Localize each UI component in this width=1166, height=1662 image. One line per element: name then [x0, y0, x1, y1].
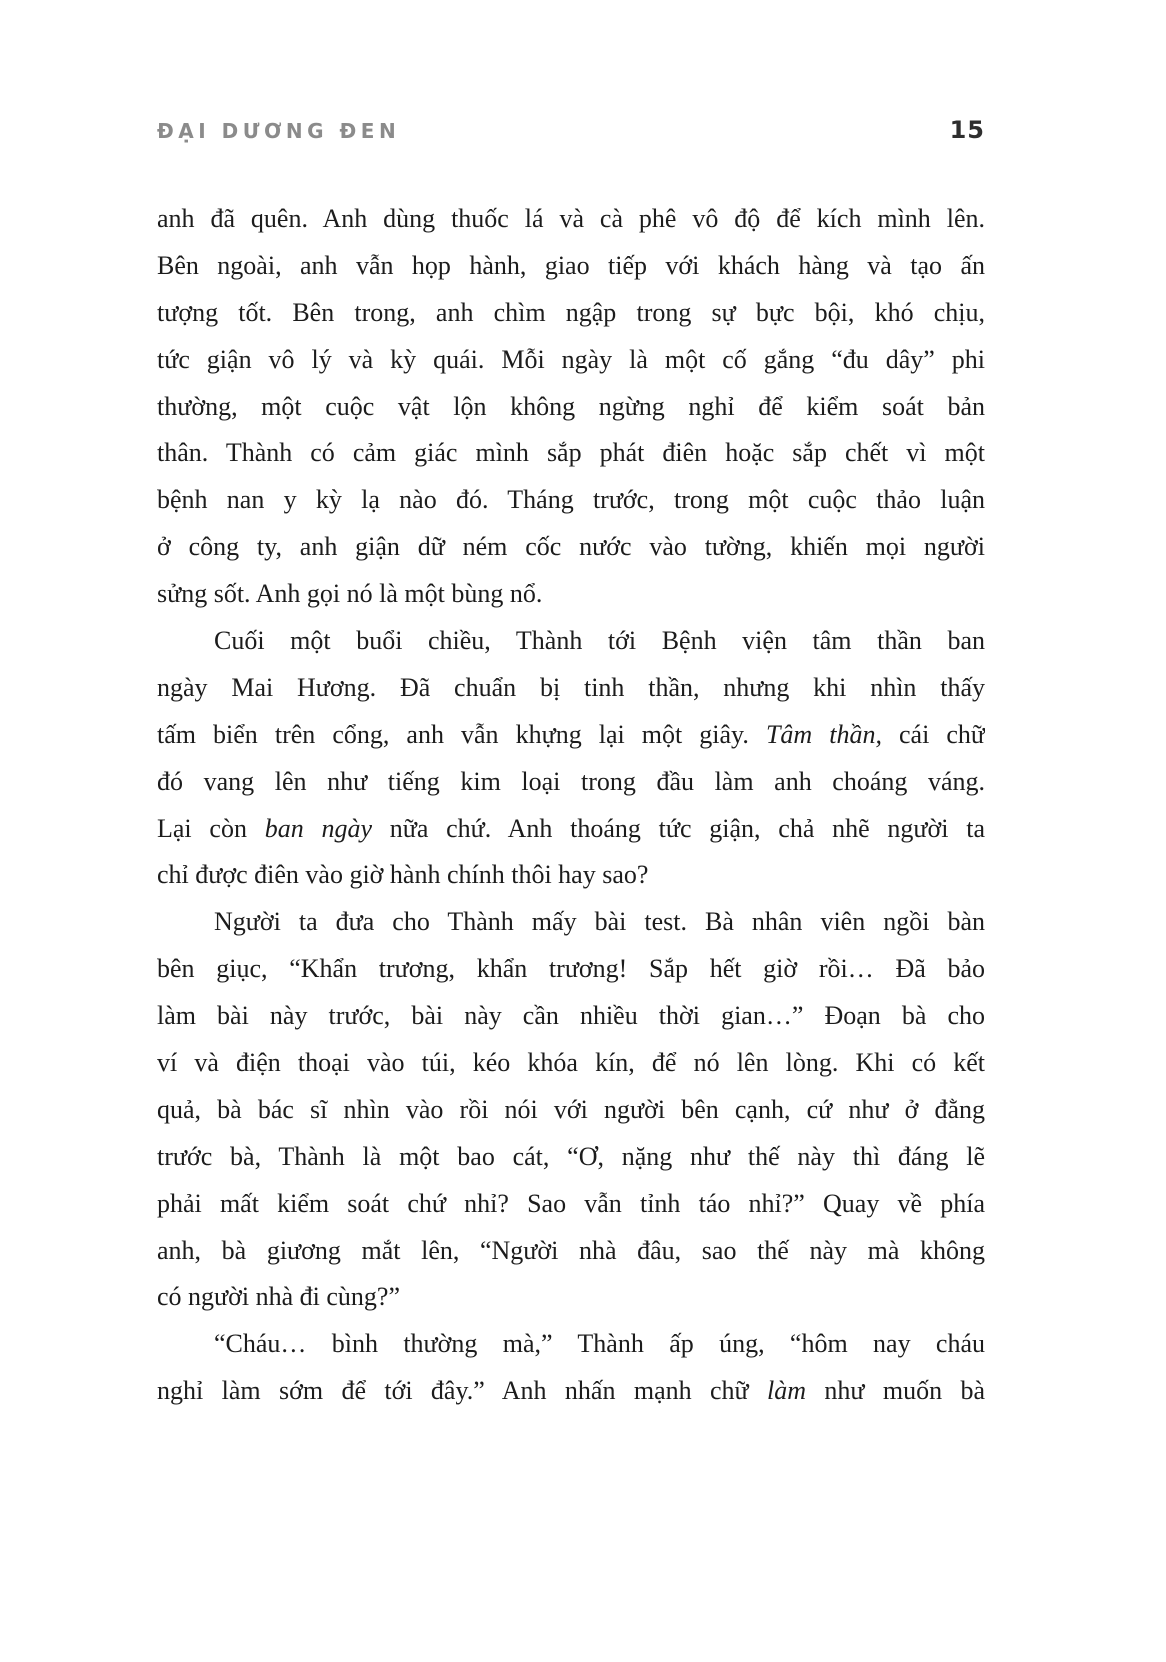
text-line: quả, bà bác sĩ nhìn vào rồi nói với người bên cạnh, cứ như ở đằng — [157, 1094, 985, 1124]
text-line: ở công ty, anh giận dữ ném cốc nước vào tường, khiến mọi người — [157, 532, 985, 562]
text-line: đó vang lên như tiếng kim loại trong đầu làm anh choáng váng. — [157, 766, 985, 796]
text-line: nghỉ làm sớm để tới đây.” Anh nhấn mạnh chữ làm như muốn bà — [157, 1376, 985, 1406]
paragraph — [157, 1321, 985, 1415]
text-line: làm bài này trước, bài này cần nhiều thời gian…” Đoạn bà cho — [157, 1001, 985, 1031]
text-line: Bên ngoài, anh vẫn họp hành, giao tiếp với khách hàng và tạo ấn — [157, 250, 985, 280]
paragraph — [157, 899, 985, 1321]
running-header — [157, 116, 985, 144]
text-line: trước bà, Thành là một bao cát, “Ơ, nặng như thế này thì đáng lẽ — [157, 1141, 985, 1171]
italic-text: làm — [767, 1376, 806, 1406]
page-number: 15 — [949, 116, 985, 144]
text-line: Người ta đưa cho Thành mấy bài test. Bà nhân viên ngồi bàn — [214, 907, 985, 937]
text-line: phải mất kiểm soát chứ nhỉ? Sao vẫn tỉnh táo nhỉ?” Quay về phía — [157, 1188, 985, 1218]
text-line: có người nhà đi cùng?” — [157, 1282, 400, 1312]
italic-text: ban ngày — [264, 813, 372, 843]
text-line: sửng sốt. Anh gọi nó là một bùng nổ. — [157, 579, 543, 609]
text-line: ngày Mai Hương. Đã chuẩn bị tinh thần, nhưng khi nhìn thấy — [157, 672, 985, 702]
text-line: thân. Thành có cảm giác mình sắp phát điên hoặc sắp chết vì một — [157, 438, 985, 468]
text-line: “Cháu… bình thường mà,” Thành ấp úng, “hôm nay cháu — [214, 1329, 985, 1359]
paragraph — [157, 618, 985, 899]
text-line: Cuối một buổi chiều, Thành tới Bệnh viện tâm thần ban — [214, 626, 985, 656]
italic-text: Tâm thần, — [765, 719, 882, 749]
text-line: anh, bà giương mắt lên, “Người nhà đâu, sao thế này mà không — [157, 1235, 985, 1265]
running-title: ĐẠI DƯƠNG ĐEN — [157, 119, 401, 143]
text-line: thường, một cuộc vật lộn không ngừng nghỉ để kiểm soát bản — [157, 391, 985, 421]
text-line: ví và điện thoại vào túi, kéo khóa kín, để nó lên lòng. Khi có kết — [157, 1048, 985, 1078]
text-line: bệnh nan y kỳ lạ nào đó. Tháng trước, trong một cuộc thảo luận — [157, 485, 985, 515]
text-line: anh đã quên. Anh dùng thuốc lá và cà phê vô độ để kích mình lên. — [157, 204, 985, 233]
text-line: chỉ được điên vào giờ hành chính thôi hay sao? — [157, 860, 649, 890]
text-line: Lại còn ban ngày nữa chứ. Anh thoáng tức giận, chả nhẽ người ta — [157, 813, 985, 843]
text-line: tượng tốt. Bên trong, anh chìm ngập trong sự bực bội, khó chịu, — [157, 297, 985, 327]
body-text — [157, 196, 985, 1415]
text-line: tấm biển trên cổng, anh vẫn khựng lại một giây. Tâm thần, cái chữ — [157, 719, 985, 749]
text-line: bên giục, “Khẩn trương, khẩn trương! Sắp hết giờ rồi… Đã bảo — [157, 954, 985, 984]
paragraph — [157, 196, 985, 618]
text-line: tức giận vô lý và kỳ quái. Mỗi ngày là một cố gắng “đu dây” phi — [157, 344, 985, 374]
